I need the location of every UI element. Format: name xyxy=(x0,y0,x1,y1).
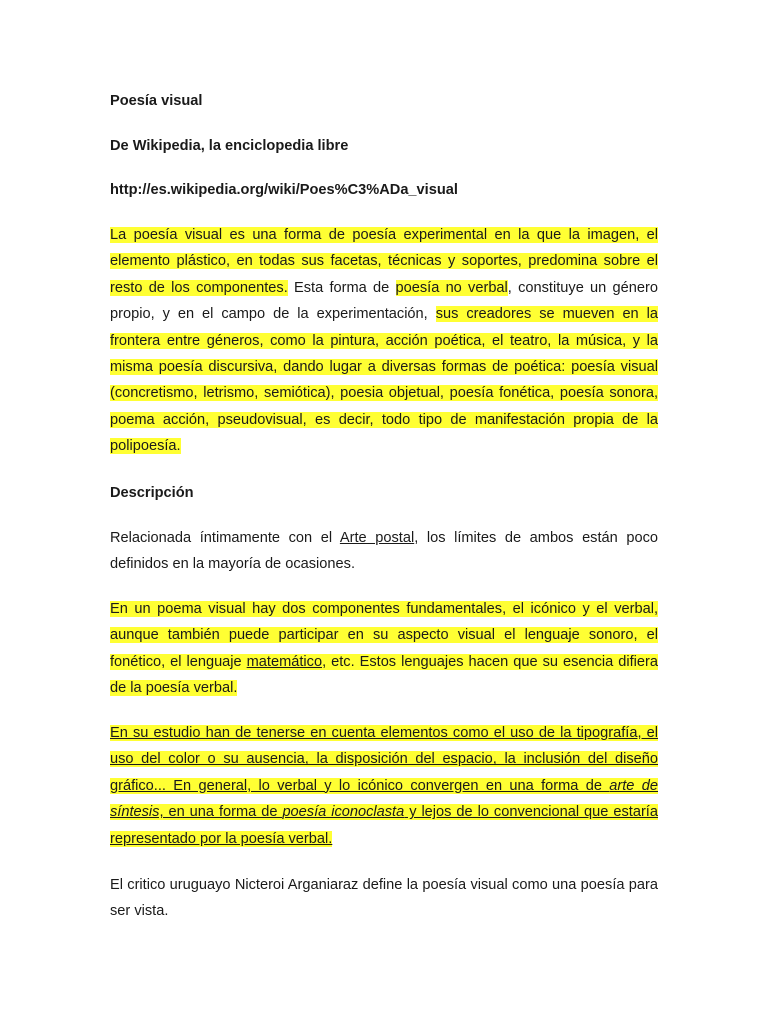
source-line: De Wikipedia, la enciclopedia libre xyxy=(110,138,349,154)
highlighted-text: , en una forma de xyxy=(159,804,283,821)
body-text: , los límites de ambos están poco definidos en la mayoría de ocasiones. xyxy=(110,530,658,573)
description-paragraph-2 xyxy=(110,596,658,702)
matematico-link[interactable]: matemático xyxy=(246,653,323,670)
italic-term: arte de síntesis xyxy=(110,777,658,821)
body-text: Esta forma de xyxy=(287,279,396,296)
highlighted-text: y lejos de lo convencional que estaría representado por la poesía verbal. xyxy=(110,804,658,847)
description-paragraph-3 xyxy=(110,720,658,852)
body-text: Relacionada íntimamente con el xyxy=(110,530,340,546)
highlighted-text: sus creadores se mueven en la frontera entre géneros, como la pintura, acción poética, el teatro, la música, y la misma poesía discursiva, dando lugar a diversas formas de poética: poesía visual (concretismo, letrismo, semiótica), poesia objetual, poesía fonética, poesía sonora, poema acción, pseudovisual, es decir, todo tipo de manifestación propia de la polipoesía. xyxy=(110,306,658,455)
intro-paragraph xyxy=(110,222,658,460)
highlighted-text: , etc. Estos lenguajes hacen que su esencia difiera de la poesía verbal. xyxy=(110,653,658,697)
highlighted-text: poesía no verbal xyxy=(395,279,508,296)
source-url: http://es.wikipedia.org/wiki/Poes%C3%ADa_visual xyxy=(110,182,458,198)
highlighted-text: En un poema visual hay dos componentes fundamentales, el icónico y el verbal, aunque también puede participar en su aspecto visual el lenguaje sonoro, el fonético, el lenguaje xyxy=(110,601,658,670)
body-text: , constituye un género propio, y en el campo de la experimentación, xyxy=(110,279,658,323)
arte-postal-link[interactable]: Arte postal xyxy=(339,530,415,546)
description-paragraph-1 xyxy=(110,525,658,578)
italic-term: poesía iconoclasta xyxy=(282,804,405,821)
highlighted-text: La poesía visual es una forma de poesía experimental en la que la imagen, el elemento plástico, en todas sus facetas, técnicas y soportes, predomina sobre el resto de los componentes. xyxy=(110,227,658,296)
page-title: Poesía visual xyxy=(110,93,203,109)
highlighted-text: En su estudio han de tenerse en cuenta elementos como el uso de la tipografía, el uso del color o su ausencia, la disposición del espacio, la inclusión del diseño gráfico... En general, lo verbal y lo icónico convergen en una forma de xyxy=(110,725,658,794)
section-heading-descripcion: Descripción xyxy=(110,485,194,501)
description-paragraph-4: El critico uruguayo Nicteroi Arganiaraz define la poesía visual como una poesía para ser vista. xyxy=(110,877,658,920)
